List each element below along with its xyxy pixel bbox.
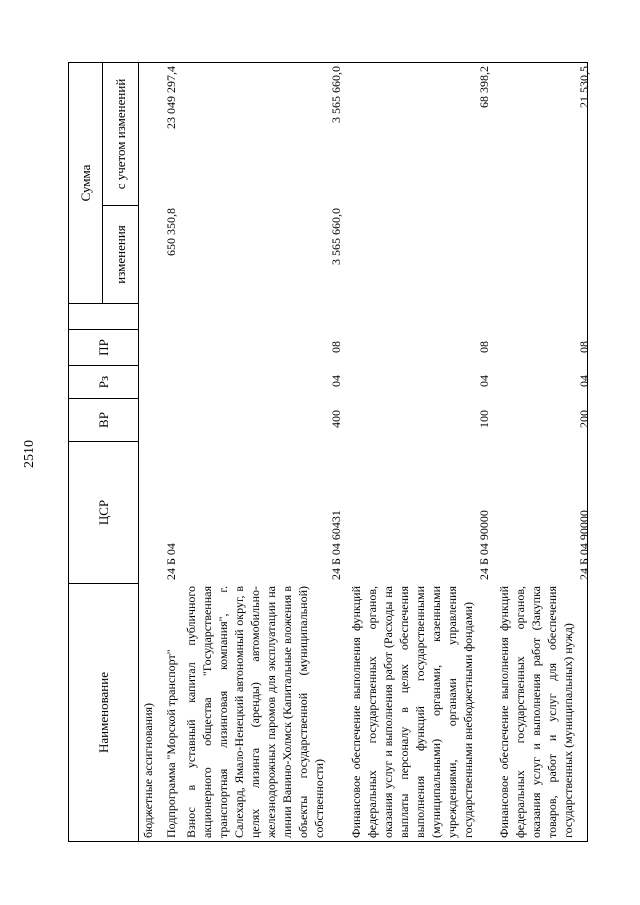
row-3-vr: 100 bbox=[477, 410, 491, 428]
row-3-rz: 04 bbox=[477, 375, 491, 387]
row-4-vr: 200 bbox=[577, 410, 591, 428]
row-3-csr: 24 Б 04 90000 bbox=[477, 510, 491, 580]
row-2-rz: 04 bbox=[329, 375, 343, 387]
table-border-right bbox=[68, 62, 588, 63]
header-sum: Сумма bbox=[77, 164, 93, 202]
row-2-vr: 400 bbox=[329, 410, 343, 428]
header-name: Наименование bbox=[95, 672, 111, 753]
rotated-page bbox=[68, 62, 591, 842]
row-4-rz: 04 bbox=[577, 375, 591, 387]
header-with-change: с учетом изменений bbox=[113, 78, 128, 190]
row-1-change: 650 350,8 bbox=[164, 208, 178, 256]
row-1-with-change: 23 049 297,4 bbox=[164, 66, 178, 129]
header-rz: Рз bbox=[95, 375, 111, 389]
col-divider-gap bbox=[68, 303, 139, 304]
row-2-change: 3 565 660,0 bbox=[329, 208, 343, 265]
header-pr: ПР bbox=[95, 339, 111, 356]
header-csr: ЦСР bbox=[95, 499, 111, 526]
row-1-name: Подпрограмма "Морской транспорт" bbox=[164, 649, 178, 838]
header-change: изменения bbox=[113, 225, 128, 284]
row-3-name: Финансовое обеспечение выполнения функций федеральных государственных органов, оказания услуг и выполнения работ (Расходы на выплаты персоналу в целях обеспечения выполнения функций государственными (муниципальными) органами, казенными учреждениями, органами управления государственными внебюджетными фондами) bbox=[349, 586, 475, 838]
row-3-pr: 08 bbox=[477, 341, 491, 353]
row-2-csr: 24 Б 04 60431 bbox=[329, 510, 343, 580]
header-vr: ВР bbox=[95, 412, 111, 428]
row-3-with-change: 68 398,2 bbox=[477, 66, 491, 108]
row-1-csr: 24 Б 04 bbox=[164, 543, 178, 580]
row-4-csr: 24 Б 04 90000 bbox=[577, 510, 591, 580]
row-0-name: бюджетные ассигнования) bbox=[141, 702, 155, 838]
table-border-left bbox=[68, 841, 588, 842]
row-4-pr: 08 bbox=[577, 341, 591, 353]
header-separator bbox=[138, 62, 139, 842]
row-4-with-change: 21 530,5 bbox=[577, 66, 591, 108]
row-4-name: Финансовое обеспечение выполнения функций федеральных государственных органов, оказания услуг и выполнения работ (Закупка товаров, работ и услуг для обеспечения государственных (муниципальных) нужд) bbox=[497, 586, 575, 838]
row-2-with-change: 3 565 660,0 bbox=[329, 66, 343, 123]
row-2-name: Взнос в уставный капитал публичного акционерного общества "Государственная транспортная лизинговая компания", г. Салехард, Ямало-Ненецкий автономный округ, в целях лизинга (аренды) автомобильно-железнодорожных паромов для эксплуатации на линии Ванино-Холмск (Капитальные вложения в объекты государственной (муниципальной) собственности) bbox=[184, 586, 326, 838]
row-2-pr: 08 bbox=[329, 341, 343, 353]
budget-table bbox=[68, 62, 591, 842]
sum-subheader-line bbox=[102, 62, 103, 304]
page-number: 2510 bbox=[22, 440, 37, 468]
